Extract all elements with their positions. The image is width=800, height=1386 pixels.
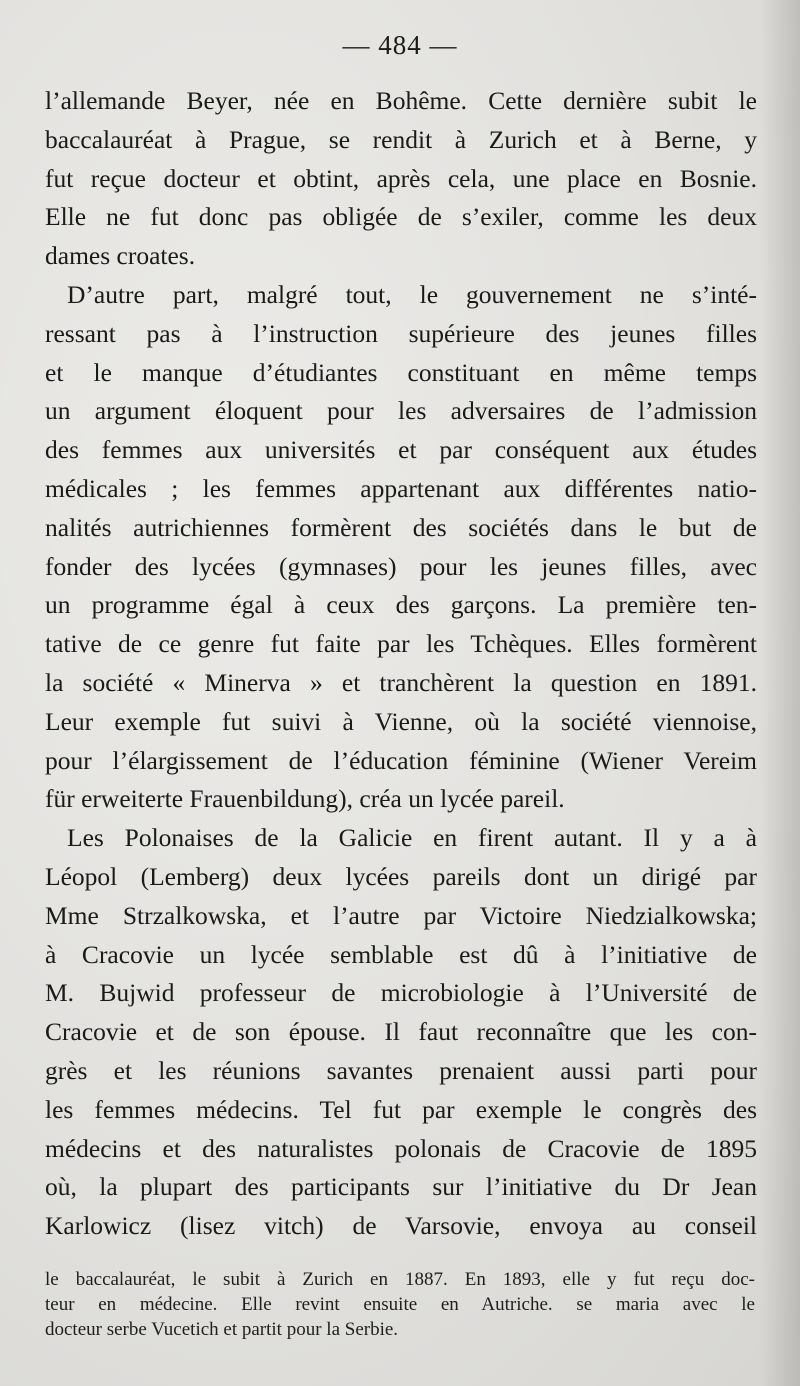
footnote-line: teur en médecine. Elle revint ensuite en Autriche. se maria avec le (45, 1294, 755, 1315)
text-line: médicales ; les femmes appartenant aux différentes natio- (45, 473, 757, 503)
footnote-line: le baccalauréat, le subit à Zurich en 1887. En 1893, elle y fut reçu doc- (45, 1269, 755, 1290)
text-line: dames croates. (45, 241, 196, 271)
text-line: des femmes aux universités et par conséquent aux études (45, 435, 757, 465)
text-line: Leur exemple fut suivi à Vienne, où la société viennoise, (45, 706, 757, 736)
text-line: für erweiterte Frauenbildung), créa un lycée pareil. (45, 784, 565, 814)
text-line: médecins et des naturalistes polonais de Cracovie de 1895 (45, 1133, 757, 1163)
text-line: Mme Strzalkowska, et l’autre par Victoire Niedzialkowska; (45, 900, 757, 930)
text-line: l’allemande Beyer, née en Bohême. Cette dernière subit le (45, 86, 757, 115)
page-number: — 484 — (342, 30, 458, 60)
text-line: nalités autrichiennes formèrent des sociétés dans le but de (45, 512, 757, 542)
text-line: ressant pas à l’instruction supérieure des jeunes filles (45, 318, 757, 348)
text-line: D’autre part, malgré tout, le gouvernement ne s’inté- (67, 279, 757, 309)
text-line: tative de ce genre fut faite par les Tchèques. Elles formèrent (45, 629, 757, 659)
text-line: où, la plupart des participants sur l’initiative du Dr Jean (45, 1172, 757, 1202)
text-line: Karlowicz (lisez vitch) de Varsovie, envoya au conseil (45, 1211, 757, 1241)
text-line: fut reçue docteur et obtint, après cela, une place en Bosnie. (45, 163, 757, 193)
text-line: Léopol (Lemberg) deux lycées pareils dont un dirigé par (45, 861, 757, 891)
text-line: Elle ne fut donc pas obligée de s’exiler, comme les deux (45, 202, 757, 232)
text-line: pour l’élargissement de l’éducation féminine (Wiener Vereim (45, 745, 757, 775)
body-text (45, 82, 757, 1246)
text-line: un programme égal à ceux des garçons. La première ten- (45, 590, 757, 620)
text-line: grès et les réunions savantes prenaient aussi parti pour (45, 1055, 757, 1085)
text-line: les femmes médecins. Tel fut par exemple le congrès des (45, 1094, 757, 1124)
text-line: fonder des lycées (gymnases) pour les jeunes filles, avec (45, 551, 757, 581)
footnote-line: docteur serbe Vucetich et partit pour la Serbie. (45, 1319, 399, 1340)
text-line: et le manque d’étudiantes constituant en même temps (45, 357, 757, 387)
text-line: baccalauréat à Prague, se rendit à Zurich et à Berne, y (45, 124, 757, 154)
text-line: un argument éloquent pour les adversaires de l’admission (45, 396, 757, 426)
text-line: M. Bujwid professeur de microbiologie à l’Université de (45, 978, 757, 1008)
text-line: Les Polonaises de la Galicie en firent autant. Il y a à (67, 823, 757, 853)
text-line: Cracovie et de son épouse. Il faut reconnaître que les con- (45, 1017, 757, 1047)
text-line: la société « Minerva » et tranchèrent la question en 1891. (45, 667, 757, 697)
text-line: à Cracovie un lycée semblable est dû à l’initiative de (45, 939, 757, 969)
footnote (45, 1267, 755, 1342)
